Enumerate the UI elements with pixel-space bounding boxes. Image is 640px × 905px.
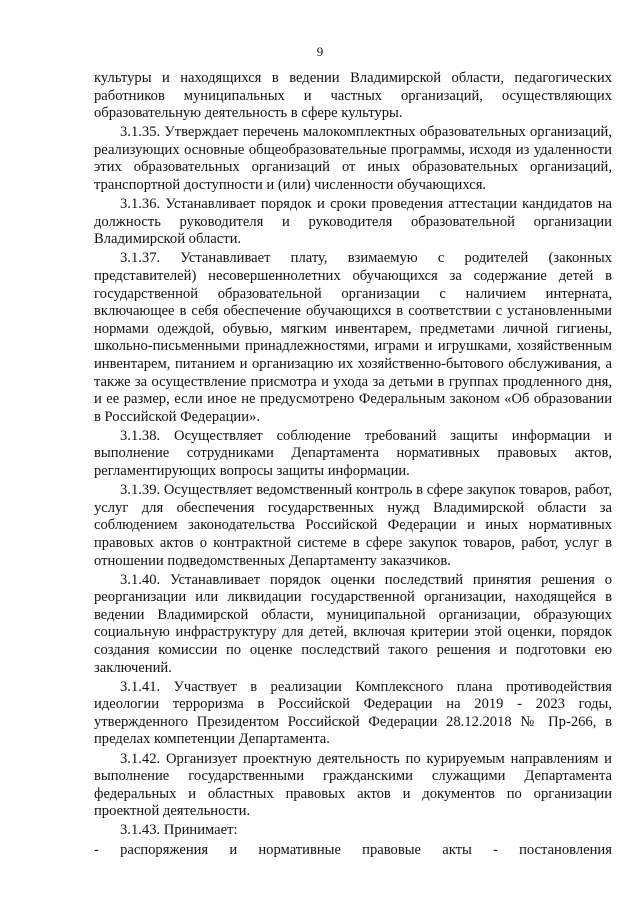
paragraph-3-1-36: 3.1.36. Устанавливает порядок и сроки проведения аттестации кандидатов на должность руководителя и руководителя образовательной организации Владимирской области. [94, 196, 612, 248]
paragraph-3-1-43: 3.1.43. Принимает: [120, 822, 238, 839]
page-number: 9 [316, 44, 324, 59]
paragraph-continuation: культуры и находящихся в ведении Владимирской области, педагогических работников муниципальных и частных организаций, осуществляющих образовательную деятельность в сфере культуры. [94, 70, 612, 122]
paragraph-3-1-38: 3.1.38. Осуществляет соблюдение требований защиты информации и выполнение сотрудниками Департамента нормативных правовых актов, регламентирующих вопросы защиты информации. [94, 427, 612, 480]
paragraph-3-1-42: 3.1.42. Организует проектную деятельность по курируемым направлениям и выполнение государственными гражданскими служащими Департамента федеральных и областных правовых актов и документов по организации проектной деятельности. [94, 750, 612, 820]
list-word: и [229, 841, 238, 858]
document-body [94, 70, 612, 859]
paragraph-3-1-40: 3.1.40. Устанавливает порядок оценки последствий принятия решения о реорганизации или ликвидации государственной организации, находящейся в ведении Владимирской области, муниципальной организации, образующих социальную инфраструктуру для детей, включая критерии этой оценки, порядок создания комиссии по оценке последствий такого решения и подготовки ею заключений. [94, 571, 612, 676]
list-word: нормативные [258, 841, 341, 858]
paragraph-3-1-39: 3.1.39. Осуществляет ведомственный контроль в сфере закупок товаров, работ, услуг для обеспечения государственных нужд Владимирской области за соблюдением законодательства Российской Федерации и иных нормативных правовых актов о контрактной системе в сфере закупок товаров, работ, услуг в отношении подведомственных Департаменту заказчиков. [94, 482, 612, 569]
list-word: распоряжения [120, 841, 209, 858]
list-dash: - [493, 841, 498, 858]
paragraph-3-1-41: 3.1.41. Участвует в реализации Комплексного плана противодействия идеологии терроризма в Российской Федерации на 2019 - 2023 годы, утвержденного Президентом Российской Федерации 28.12.2018 № Пр-266, в пределах компетенции Департамента. [94, 678, 612, 748]
list-item-decrees [94, 842, 612, 860]
list-word: правовые [362, 841, 422, 858]
list-dash: - [94, 841, 99, 858]
paragraph-3-1-35: 3.1.35. Утверждает перечень малокомплектных образовательных организаций, реализующих основные общеобразовательные программы, исходя из удаленности этих образовательных организаций от иных образовательных организаций, транспортной доступности и (или) численности обучающихся. [94, 124, 612, 194]
paragraph-3-1-37: 3.1.37. Устанавливает плату, взимаемую с родителей (законных представителей) несовершеннолетних обучающихся за содержание детей в государственной образовательной организации с наличием интерната, включающее в себя обеспечение обучающихся в соответствии с установленными нормами одеждой, обувью, мягким инвентарем, предметами личной гигиены, школьно-письменными принадлежностями, играми и игрушками, хозяйственным инвентарем, питанием и организацию их хозяйственно-бытового обслуживания, а также за осуществление присмотра и ухода за детьми в группах продленного дня, и ее размер, если иное не предусмотрено Федеральным законом «Об образовании в Российской Федерации». [94, 250, 612, 425]
list-word: постановления [519, 841, 612, 858]
list-word: акты [442, 841, 472, 858]
